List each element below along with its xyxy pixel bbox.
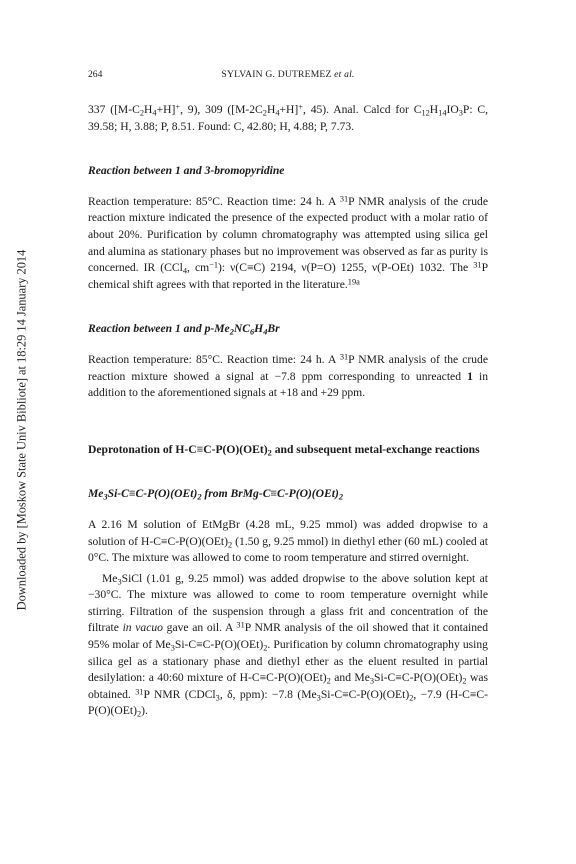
paragraph-ms-analysis: 337 ($[M-C_2H_4+H]^+$, 9), 309 ($[M-2C_2H_4+H]^+$, 45). Anal. Calcd for $C_{12}H_{14}IO_3P$: C, 39.58; H, 3.88; P, 8.51. Found: C, 42.80; H, 4.88; P, 7.73. [88, 102, 489, 133]
section-heading-3-bromopyridine: Reaction between 1 and 3-bromopyridine [88, 164, 285, 178]
article-body [88, 102, 488, 720]
paragraph-dimethylaminophenyl: Reaction temperature: 85°C. Reaction time: 24 h. A $^{31}$P NMR analysis of the crude reaction mixture showed a signal at −7.8 ppm corresponding to unreacted 1 in addition to the aforementioned signals at +18 and +29 ppm. [88, 352, 489, 400]
download-watermark [12, 140, 32, 720]
paragraph-3-bromopyridine: Reaction temperature: 85°C. Reaction time: 24 h. A $^{31}$P NMR analysis of the crude reaction mixture indicated the presence of the expected product with a molar ratio of about 20%. Purification by column chromatography was attempted using silica gel and alumina as stationary phases but no improvement was observed as far as purity is concerned. IR (CCl$_4$, $cm^{-1}$): ν(C≡C) 2194, ν(P=O) 1255, ν(P-OEt) 1032. The $^{31}$P chemical shift agrees with that reported in the literature.$^{19a}$ [88, 194, 489, 291]
page-number: 264 [88, 69, 103, 80]
section-heading-deprotonation: Deprotonation of $H-C\equiv C-P(O)(OEt)_2$ and subsequent metal-exchange reactions [88, 442, 480, 458]
paragraph-grignard: A 2.16 M solution of EtMgBr (4.28 mL, 9.25 mmol) was added dropwise to a solution of $H-C\equiv C-P(O)(OEt)_2$ (1.50 g, 9.25 mmol) in diethyl ether (60 mL) cooled at 0°C. The mixture was allowed to come to room temperature and stirred overnight. [88, 517, 488, 565]
download-note: Downloaded by [Moskow State Univ Bibliote] at 18:29 14 January 2014 [14, 249, 29, 611]
paragraph-silylation: $Me_3SiCl$ (1.01 g, 9.25 mmol) was added dropwise to the above solution kept at −30°C. The mixture was allowed to come to room temperature overnight while stirring. Filtration of the suspension through a glass frit and concentration of the filtrate in vacuo gave an oil. A $^{31}$P NMR analysis of the oil showed that it contained 95% molar of $Me_3Si-C\equiv C-P(O)(OEt)_2$. Purification by column chromatography using silica gel as a stationary phase and diethyl ether as the eluent resulted in partial desilylation: a 40:60 mixture of $H-C\equiv C-P(O)(OEt)_2$ and $Me_3Si-C\equiv C-P(O)(OEt)_2$ was obtained. $^{31}$P NMR (CDCl$_3$, δ, ppm): −7.8 ($Me_3Si-C\equiv C-P(O)(OEt)_2$, −7.9 $(H-C\equiv C-P(O)(OEt)_2)$. [88, 571, 489, 719]
running-title: SYLVAIN G. DUTREMEZ et al. [221, 69, 355, 80]
section-heading-dimethylaminophenyl: Reaction between 1 and $p-Me_2NC_6H_4Br$ [88, 322, 280, 337]
section-heading-silylation: $Me_3Si-C\equiv C-P(O)(OEt)_2$ from BrMg-$C\equiv C-P(O)(OEt)_2$ [88, 487, 344, 502]
